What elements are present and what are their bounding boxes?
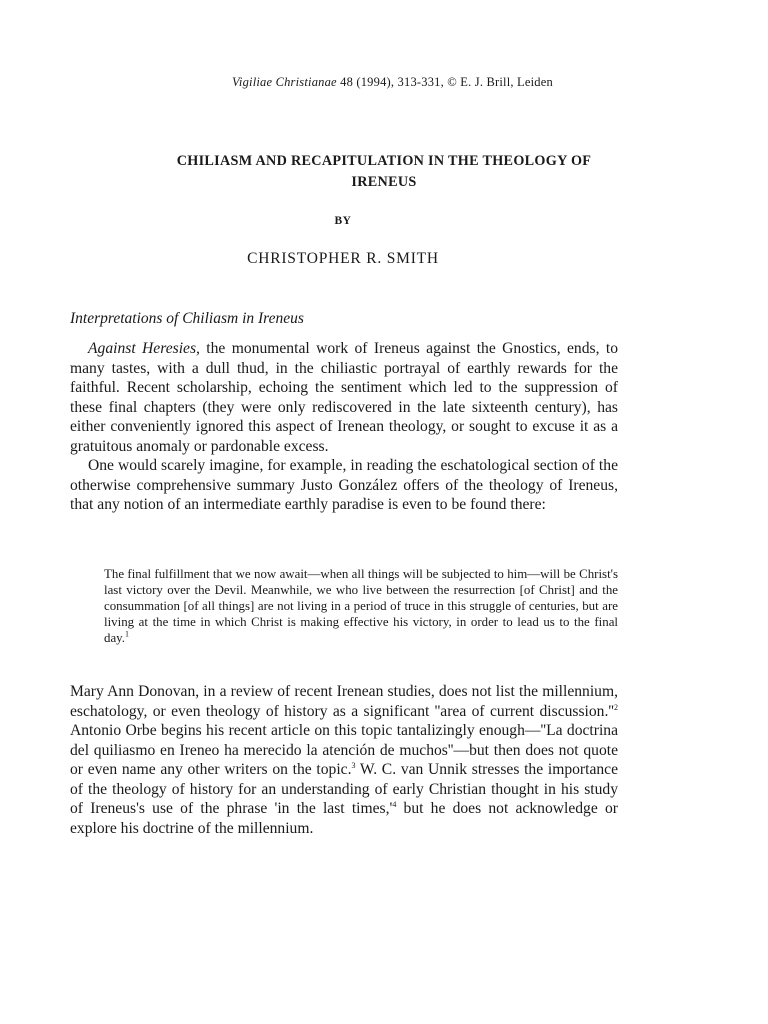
- paragraph-3: [70, 682, 618, 838]
- paragraph-2: One would scarely imagine, for example, in reading the eschatological section of the otherwise comprehensive summary Justo González offers of the theology of Ireneus, that any notion of an intermediate earthly paradise is even to be found there:: [70, 457, 618, 513]
- journal-citation: 48 (1994), 313-331, © E. J. Brill, Leiden: [336, 75, 553, 89]
- block-quote-text: The final fulfillment that we now await—when all things will be subjected to him—will be Christ's last victory over the Devil. Meanwhile, we who live between the resurrection [of Christ] and the consummation [of all things] are not living in a period of truce in this struggle of centuries, but are living at the time in which Christ is making effective his victory, in order to lead us to the final day.: [104, 567, 618, 645]
- paragraph-3-part-a: Mary Ann Donovan, in a review of recent Irenean studies, does not list the millennium, eschatology, or even theology of history as a significant ''area of current discussion.'': [70, 683, 618, 720]
- block-quote: [104, 566, 618, 646]
- work-title-emphasis: Against Heresies,: [88, 340, 200, 357]
- footnote-ref-3: 3: [351, 760, 356, 770]
- section-heading: Interpretations of Chiliasm in Ireneus: [70, 310, 304, 327]
- paragraph-3-part-b: Antonio Orbe begins his recent article on this topic tantalizingly enough—''La doctrina del quiliasmo en Ireneo ha merecido la atención de muchos''—but then does not quote or even name any other writers on the topic.: [70, 722, 618, 778]
- paragraph-3-part-c: W. C. van Unnik stresses the importance of the theology of history for an understanding of early Christian thought in his study of Ireneus's use of the phrase 'in the last times,': [70, 761, 619, 817]
- journal-header: [232, 75, 632, 90]
- paragraph-1: [70, 339, 618, 456]
- author-name: CHRISTOPHER R. SMITH: [247, 250, 439, 267]
- article-title-line-1: CHILIASM AND RECAPITULATION IN THE THEOLOGY OF: [176, 153, 592, 169]
- article-title-line-2: IRENEUS: [351, 174, 417, 190]
- journal-name: Vigiliae Christianae: [232, 75, 337, 89]
- footnote-ref-4: 4: [392, 799, 397, 809]
- article-title: [60, 151, 708, 193]
- paragraph-1-text: the monumental work of Ireneus against the Gnostics, ends, to many tastes, with a dull thud, in the chiliastic portrayal of earthly rewards for the faithful. Recent scholarship, echoing the sentiment which led to the suppression of these final chapters (they were only rediscovered in the late sixteenth century), has either conveniently ignored this aspect of Irenean theology, or sought to excuse it as a gratuitous anomaly or pardonable excess.: [70, 340, 618, 455]
- body-text-block-2: [70, 682, 618, 838]
- footnote-ref-2: 2: [614, 702, 618, 712]
- paragraph-3-part-d: but he does not acknowledge or explore his doctrine of the millennium.: [70, 800, 618, 837]
- byline-by: BY: [334, 215, 352, 227]
- body-text-block-1: [70, 339, 618, 515]
- footnote-ref-1: 1: [125, 629, 129, 639]
